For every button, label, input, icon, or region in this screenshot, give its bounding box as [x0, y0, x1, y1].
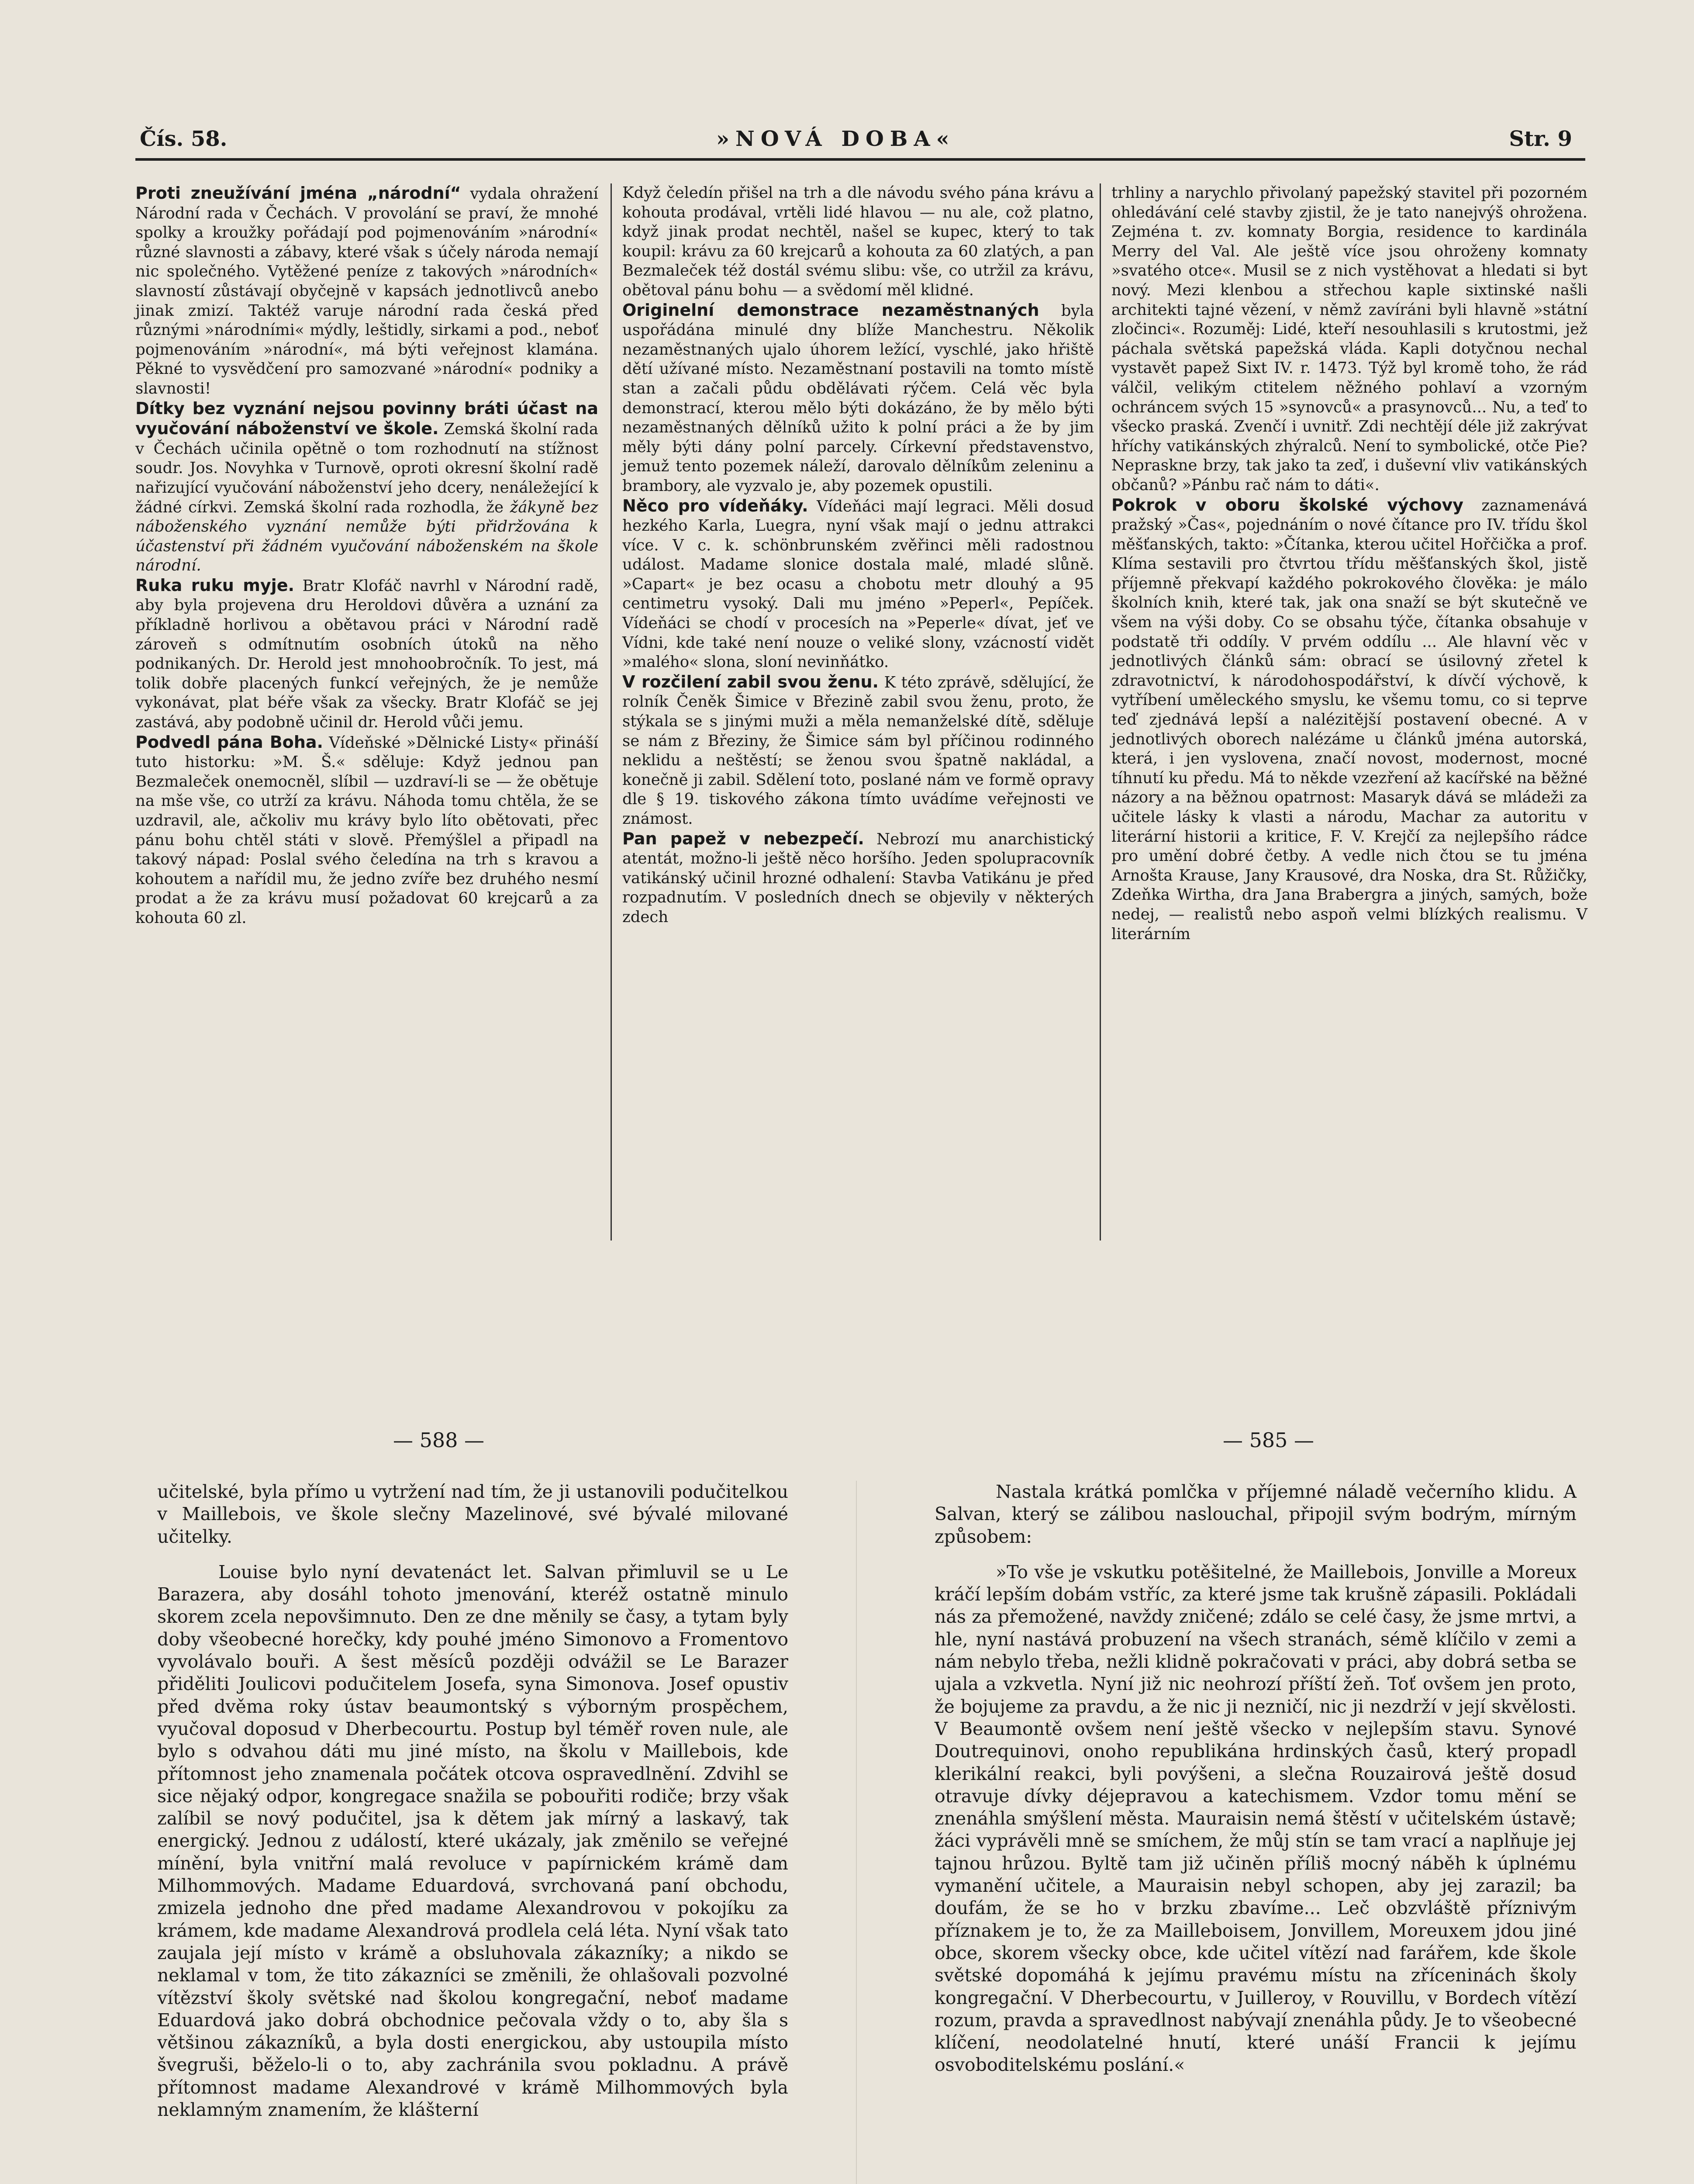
article	[1111, 495, 1587, 944]
article	[135, 576, 598, 733]
article-heading: Pokrok v oboru školské výchovy	[1111, 495, 1464, 515]
article-text: Když čeledín přišel na trh a dle návodu svého pána krávu a kohouta prodával, vrtěli lidé hlavou — nu ale, což platno, když jinak prodat nechtěl, našel se kupec, který to tak koupil: krávu za 60 krejcarů a kohouta za 60 zlatých, a pan Bezmaleček též dostál svému slibu: vše, co utržil za krávu, obětoval pánu bohu — a svědomí měl klidné.	[622, 184, 1094, 299]
newspaper-title: »NOVÁ DOBA«	[716, 127, 956, 151]
column-divider	[611, 183, 612, 1241]
issue-number: Čís. 58.	[140, 127, 228, 151]
article-text: Nebrozí mu anarchistický atentát, možno-li ještě něco horšího. Jeden spolupracovník vatikánský učinil hrozné odhalení: Stavba Vatikánu je před rozpadnutím. V posledních dnech se objevily v některých zdech	[622, 830, 1094, 926]
article-italic: žákyně bez náboženského vyznání nemůže býti přidržována k účastenství při žádném vyučování náboženském na škole národní.	[135, 498, 598, 575]
paragraph: »To vše je vskutku potěšitelné, že Maillebois, Jonville a Moreux kráčí lepším dobám vstříc, za které jsme tak krušně zápasili. Pokládali nás za přemožené, navždy zničené; zdálo se celé časy, že jsme mrtvi, a hle, nyní nastává probuzení na všech stranách, sémě klíčilo v zemi a nám nebylo třeba, nežli klidně pokračovati v práci, aby dobrá setba se ujala a vzkvetla. Nyní již nic neohrozí příští žeň. Toť ovšem jen proto, že bojujeme za pravdu, a že nic ji nezničí, nic ji nezdrží v její skvělosti. V Beaumontě ovšem není ještě všecko v nejlepším stavu. Synové Doutrequinovi, onoho republikána hrdinských časů, který propadl klerikální reakci, byli povýšeni, a slečna Rouzairová ještě dosud otravuje dívky déjepravou a katechismem. Vzdor tomu mění se znenáhla smýšlení města. Mauraisin nemá štěstí v učitelském ústavě; žáci vyprávěli mně se smíchem, že můj stín se tam vrací a naplňuje jej tajnou hrůzou. Byltě tam již učiněn příliš mocný náběh k úplnému vymanění učitele, a Mauraisin nebyl schopen, aby jej zarazil; ba doufám, že se ho v brzku zbavíme... Leč obzvláště příznivým příznakem je to, že za Mailleboisem, Jonvillem, Moreuxem jdou jiné obce, skorem všecky obce, kde učitel vítězí nad farářem, kde škole světské dopomáhá k jejímu pravému místu na zříceninách školy kongregační. V Dherbecourtu, v Juilleroy, v Rouvillu, v Bordech vítězí rozum, pravda a spravedlnost nabývají znenáhla půdy. Je to všeobecné klíčení, neodolatelné hnutí, které unáší Francii k jejímu osvoboditelskému poslání.«	[935, 1561, 1577, 2076]
right-page-number: — 585 —	[1223, 1428, 1314, 1452]
article-heading: Něco pro vídeňáky.	[622, 496, 808, 515]
article-text: Bratr Klofáč navrhl v Národní radě, aby byla projevena dru Heroldovi důvěra a uznání za příkladně horlivou a obětavou práci v Národní radě zároveň s odmítnutím osobních útoků na něho podnikaných. Dr. Herold jest mnohoobročník. To jest, má tolik dobře placených funkcí veřejných, že je nemůže vykonávat, plat béře však za všecky. Bratr Klofáč se jej zastává, aby podobně učinil dr. Herold vůči jemu.	[135, 577, 598, 732]
article	[135, 399, 598, 576]
top-column-2	[622, 183, 1094, 927]
article	[135, 733, 598, 928]
article-heading: V rozčilení zabil svou ženu.	[622, 672, 879, 691]
fold-line	[856, 1481, 857, 2184]
header-rule	[135, 158, 1585, 161]
article-text: K této zprávě, sdělující, že rolník Čeněk Šimice v Březině zabil svou ženu, proto, že stýkala se s jinými muži a měla nemanželské dítě, sděluje se nám z Březiny, že Šimice sám byl příčinou rodinného neklidu a neštěstí; se ženou svou špatně nakládal, a konečně ji zabil. Sdělení toto, poslané nám ve formě opravy dle § 19. tiskového zákona tímto uvádíme veřejnosti ve známost.	[622, 673, 1094, 828]
top-column-3	[1111, 183, 1587, 944]
column-divider	[1100, 183, 1101, 1241]
article-text: zaznamenává pražský »Čas«, pojednáním o nové čítance pro IV. třídu škol měšťanských, takto: »Čítanka, kterou učitel Hořčička a prof. Klíma sestavili pro čtvrtou třídu měšťanských škol, jistě příjemně překvapí každého pokrokového člověka: je málo školních knih, které tak, jak ona snaží se být skutečně ve všem na výši doby. Co se obsahu týče, čítanka obsahuje v podstatě tři oddíly. V prvém oddílu ... Ale hlavní věc v jednotlivých článků sám: obrací se úsilovný zřetel k zdravotnictví, k národohospodářství, k dívčí výchově, k vytříbení uměleckého smyslu, ke všemu tomu, co si teprve teď zjednává lepší a nalézitější postavení obecné. A v jednotlivých oborech nalézáme u článků jména autorská, která, i jen vyslovena, značí novost, modernost, mocné tíhnutí ku předu. Má to někde vzezření až kacířské na běžné názory a na běžnou opatrnost: Masaryk dává se mládeži za učitele lásky k vlasti a národu, Machar za autoritu v literární historii a kritice, F. V. Krejčí za nejlepšího rádce pro umění dobré četby. A vedle nich čtou se tu jména Arnošta Krause, Jany Krausové, dra Noska, dra St. Růžičky, Zdeňka Wirtha, dra Jana Brabergra a jiných, samých, bože nedej, — realistů nebo aspoň velmi blízkých realismu. V literárním	[1111, 496, 1587, 943]
article-heading: Ruka ruku myje.	[135, 575, 294, 595]
serial-left-page	[157, 1481, 788, 2134]
paragraph: Louise bylo nyní devatenáct let. Salvan přimluvil se u Le Barazera, aby dosáhl tohoto jmenování, kteréž ostatně minulo skorem zcela nepovšimnuto. Den ze dne měnily se časy, a tytam byly doby všeobecné horečky, kdy pouhé jméno Simonovo a Fromentovo vyvolávalo bouři. A šest měsíců později odvážil se Le Barazer přiděliti Joulicovi podučitelem Josefa, syna Simonova. Josef opustiv před dvěma roky ústav beaumontský s výborným prospěchem, vyučoval doposud v Dherbecourtu. Postup byl téměř roven nule, ale bylo s odvahou dáti mu jiné místo, na školu v Maillebois, kde přítomnost jeho znamenala počátek otcova ospravedlnění. Zdvihl se sice nějaký odpor, kongregace snažila se pobouřiti rodiče; brzy však zalíbil se nový podučitel, jsa k dětem jak mírný a laskavý, tak energický. Jednou z událostí, které ukázaly, jak změnilo se veřejné mínění, byla vnitřní malá revoluce v papírnickém krámě dam Milhommových. Madame Eduardová, svrchovaná paní obchodu, zmizela jednoho dne před madame Alexandrovou v pokojíku za krámem, kde madame Alexandrová prodlela celá léta. Nyní však tato zaujala její místo v krámě a obsluhovala zákazníky; a nikdo se neklamal v tom, že tito zákazníci se změnili, že ohlašovali pozvolné vítězství školy světské nad školou kongregační, neboť madame Eduardová jako dobrá obchodnice pečovala vždy o to, aby šla s většinou zákazníků, a byla dosti energickou, aby ustoupila místo švegruši, běželo-li o to, aby zachránila svou pokladnu. A právě přítomnost madame Alexandrové v krámě Milhommových byla neklamným znamením, že klášterní	[157, 1561, 788, 2121]
article-text: byla uspořádána minulé dny blíže Manchestru. Několik nezaměstnaných ujalo úhorem ležící, vyschlé, jako hřiště dětí užívané místo. Nezaměstnaní postavili na tomto místě stan a začali půdu obdělávati rýčem. Celá věc byla demonstrací, kterou mělo býti dokázáno, že by mělo býti nezaměstnaných dělníků užito k polní práci a že by jim měly býti dány polní parcely. Církevní představenstvo, jemuž tento pozemek náleží, darovalo dělníkům zeleninu a brambory, ale vyzvalo je, aby pozemek opustili.	[622, 301, 1094, 495]
left-page-number: — 588 —	[393, 1428, 485, 1452]
article	[622, 183, 1094, 301]
article-text: Zemská školní rada v Čechách učinila opětně o tom rozhodnutí na stížnost soudr. Jos. Novyhka v Turnově, oproti okresní školní radě nařizující vyučování náboženství jeho dcery, nenáležející k žádné církvi. Zemská školní rada rozhodla, že	[135, 420, 598, 516]
serial-right-page	[935, 1481, 1577, 2090]
article	[622, 672, 1094, 829]
top-column-1	[135, 183, 598, 928]
article-text: Vídeňské »Dělnické Listy« přináší tuto historku: »M. Š.« sděluje: Když jednou pan Bezmaleček onemocněl, slíbil — uzdraví-li se — že obětuje na mše vše, co utrží za krávu. Náhoda tomu chtěla, že se uzdravil, ale, ačkoliv mu krávy bylo líto obětovati, přec pánu bohu chtěl státi v slově. Přemýšlel a připadl na takový nápad: Poslal svého čeledína na trh s kravou a kohoutem a nařídil mu, že jedno zvíře bez druhého nesmí prodat a že za krávu musí požadovat 60 krejcarů a za kohouta 60 zl.	[135, 733, 598, 927]
article-heading: Proti zneužívání jména „národní“	[135, 183, 461, 203]
article-text: Vídeňáci mají legraci. Měli dosud hezkého Karla, Luegra, nyní však mají o jednu attrakci více. V c. k. schönbrunském zvěřinci měli radostnou událost. Madame slonice dostala malé, mladé slůně. »Capart« je bez ocasu a chobotu metr dlouhý a 95 centimetru vysoký. Dali mu jméno »Peperl«, Pepíček. Vídeňáci se chodí v procesích na »Peperle« dívat, jeť ve Vídni, kde také není nouze o veliké slony, vzácností vidět »malého« slona, sloní nevinňátko.	[622, 497, 1094, 671]
article-heading: Pan papež v nebezpečí.	[622, 829, 864, 848]
page-label: Str. 9	[1509, 127, 1572, 151]
article	[622, 301, 1094, 496]
page-header	[135, 121, 1585, 161]
article	[1111, 183, 1587, 495]
paragraph: Nastala krátká pomlčka v příjemné náladě večerního klidu. A Salvan, který se zálibou naslouchal, připojil svým bodrým, mírným způsobem:	[935, 1481, 1577, 1547]
article-heading: Originelní demonstrace nezaměstnaných	[622, 300, 1039, 320]
article	[622, 496, 1094, 672]
paragraph: učitelské, byla přímo u vytržení nad tím, že ji ustanovili podučitelkou v Maillebois, ve škole slečny Mazelinové, své bývalé milované učitelky.	[157, 1481, 788, 1547]
article	[135, 183, 598, 399]
article-text: trhliny a narychlo přivolaný papežský stavitel při pozorném ohledávání celé stavby zjistil, že je tato nanejvýš ohrožena. Zejména t. zv. komnaty Borgia, residence to kardinála Merry del Val. Ale ještě více jsou ohroženy komnaty »svatého otce«. Musil se z nich vystěhovat a hledati si byt nový. Mezi klenbou a střechou kaple sixtinské našli architekti tajné vězení, v němž zavíráni byli hlavně »státní zločinci«. Rozuměj: Lidé, kteří nesouhlasili s krutostmi, jež páchala světská papežská vláda. Kapli dotyčnou nechal vystavět papež Sixt IV. r. 1473. Týž byl kromě toho, že rád válčil, velikým ctitelem něžného pohlaví a vzorným ochráncem svých 15 »synovců« a prasynovců... Nu, a teď to všecko praská. Zvenčí i uvnitř. Zdi nechtějí déle již zakrývat hříchy vatikánských zhýralců. Není to symbolické, otče Pie? Nepraskne brzy, tak jako ta zeď, i duševní vliv vatikánských občanů? »Pánbu rač nám to dáti«.	[1111, 184, 1587, 494]
article-heading: Podvedl pána Boha.	[135, 732, 323, 752]
article-heading: Dítky bez vyznání nejsou povinny bráti účast na vyučování náboženství ve škole.	[135, 398, 598, 439]
article	[622, 829, 1094, 927]
article-text: vydala ohražení Národní rada v Čechách. V provolání se praví, že mnohé spolky a kroužky pořádají pod pojmenováním »národní« různé slavnosti a zábavy, které však s účely národa nemají nic společného. Vytěžené peníze z takových »národních« slavností zůstávají obyčejně v kapsách jednotlivců anebo jinak zmizí. Taktéž varuje národní rada česká před různými »národními« mýdly, leštidly, sirkami a pod., neboť pojmenováním »národní«, má býti veřejnost klamána. Pěkné to vysvědčení pro samozvané »národní« podniky a slavnosti!	[135, 185, 598, 397]
